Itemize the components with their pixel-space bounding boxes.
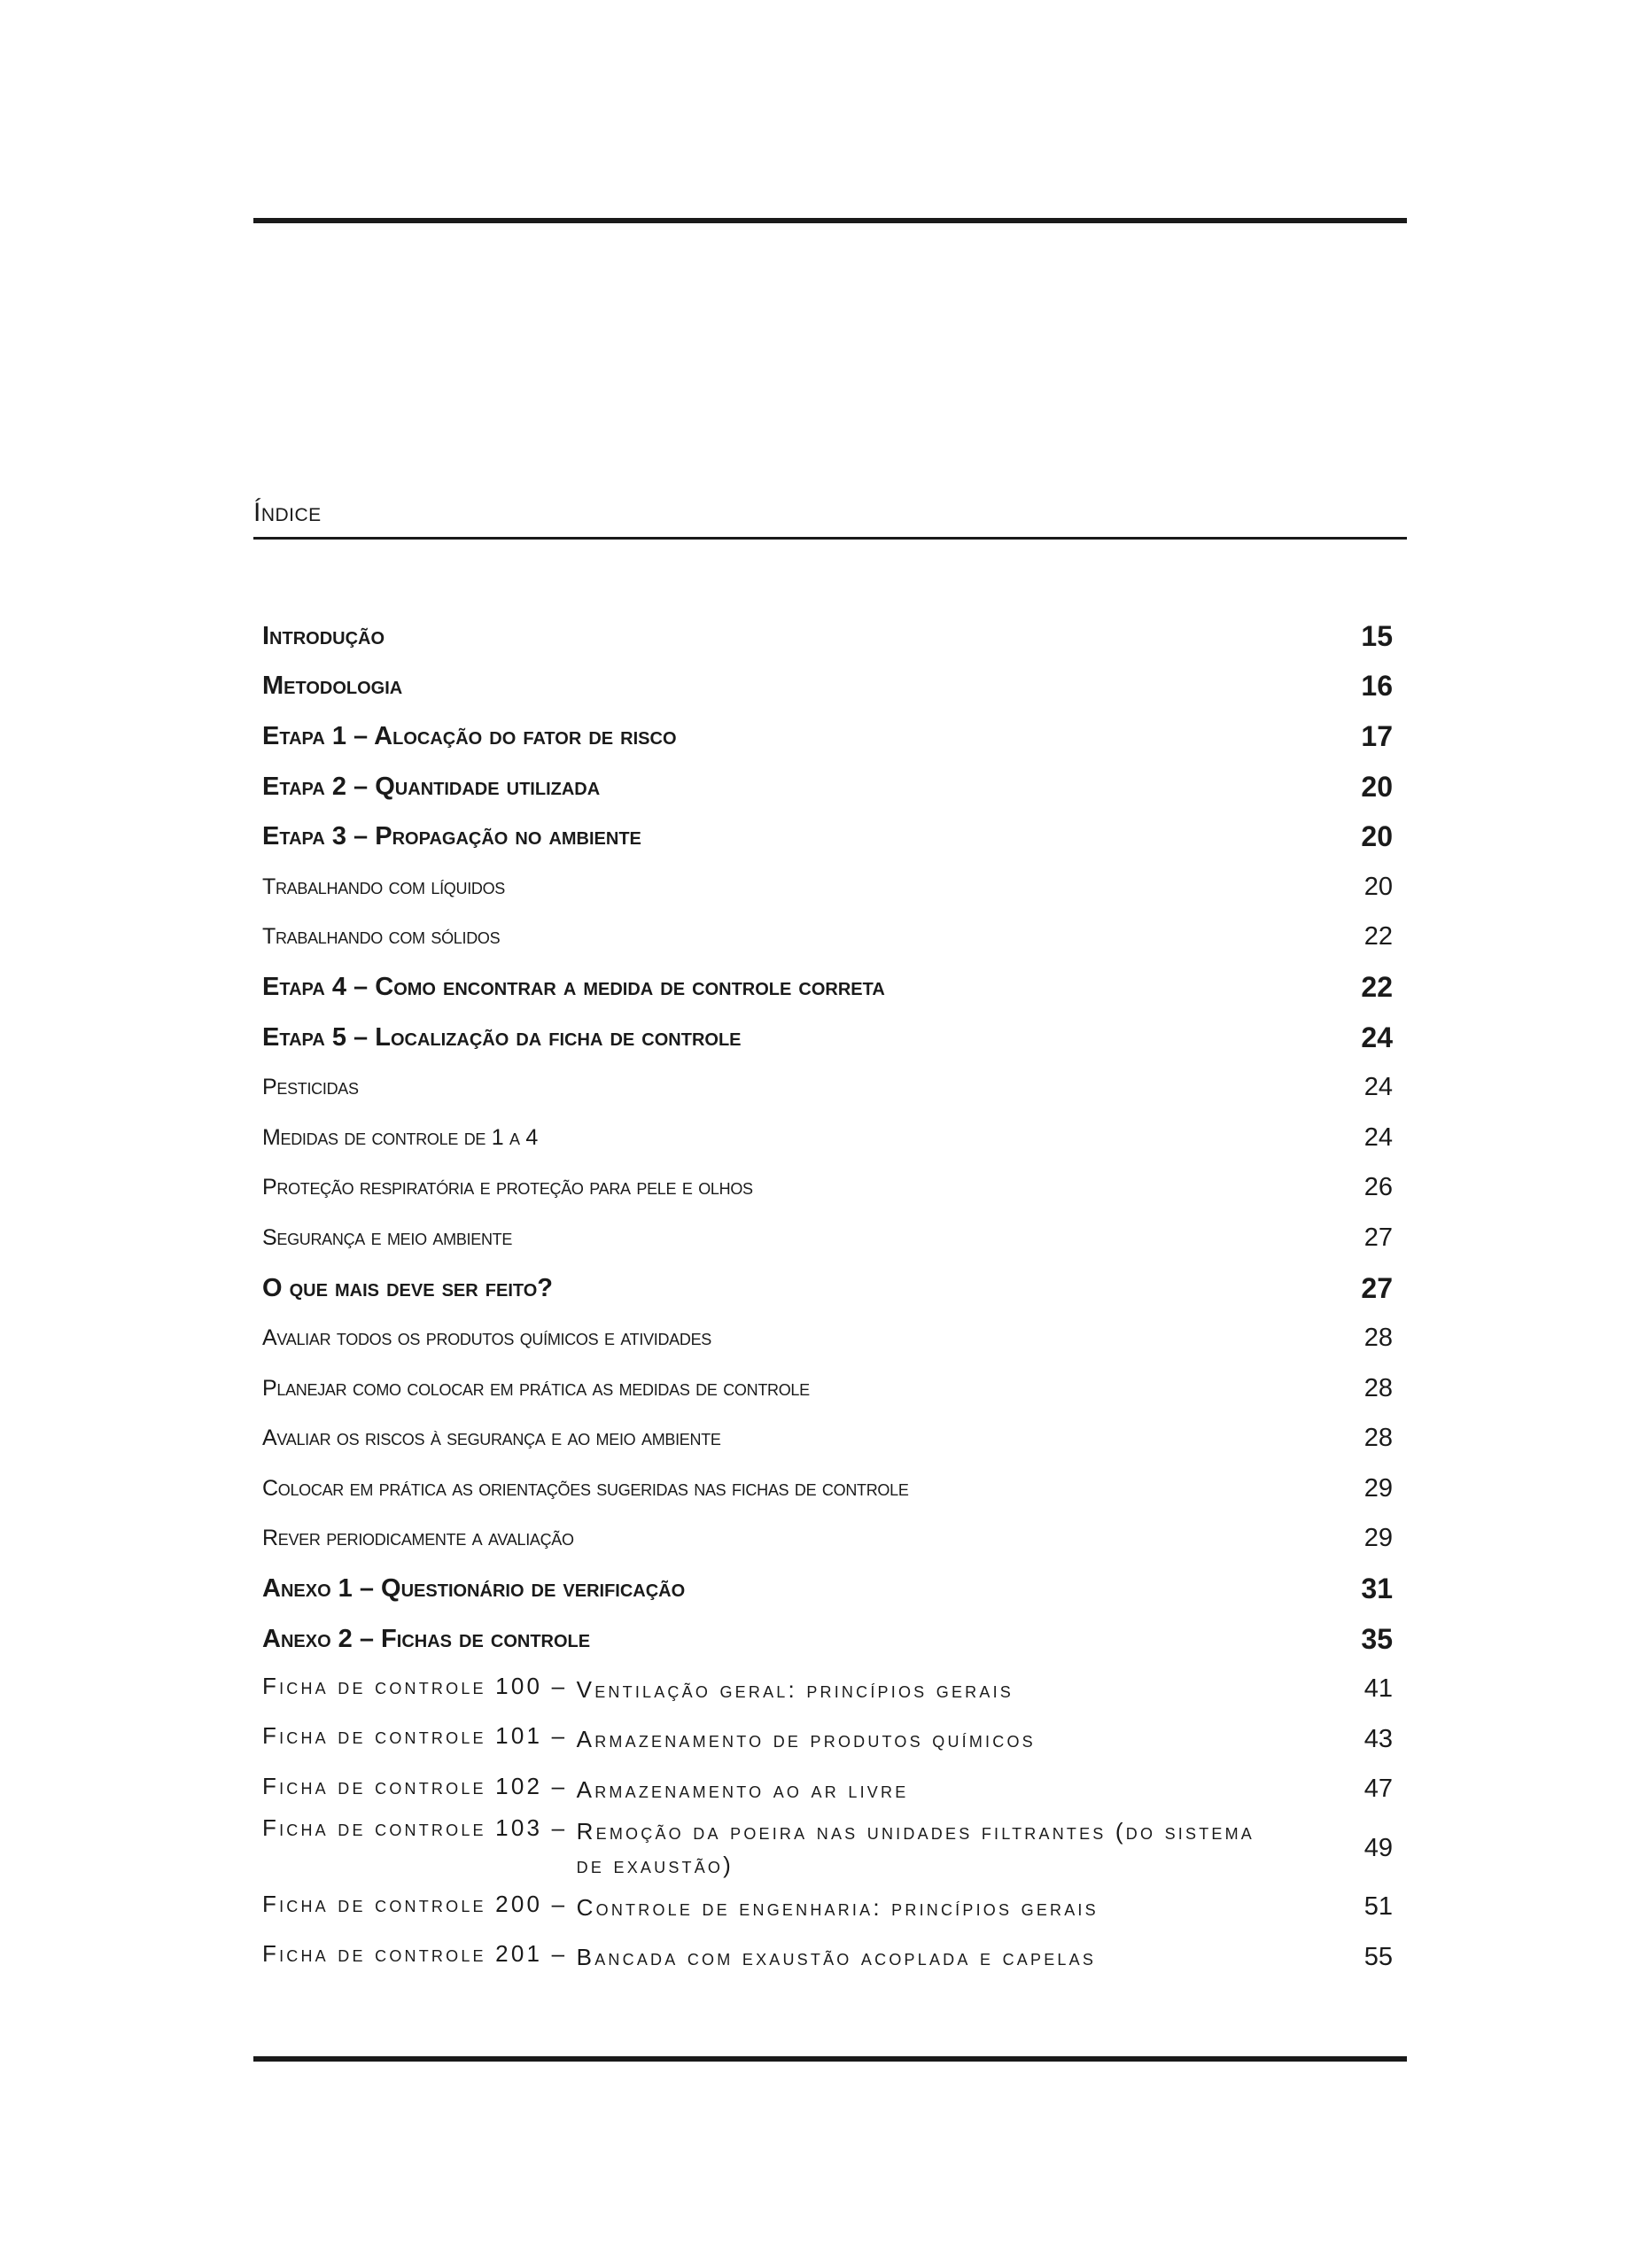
- toc-entry: [262, 762, 1398, 812]
- toc-entry: [262, 662, 1398, 712]
- toc-entry: [262, 1213, 1398, 1263]
- toc-page-number: 29: [1363, 1524, 1393, 1553]
- toc-page-number: 27: [1363, 1223, 1393, 1252]
- toc-entry-label: [262, 1722, 1277, 1756]
- toc-entry: [262, 611, 1398, 662]
- toc-page-number: 24: [1363, 1073, 1393, 1102]
- toc-page-number: 41: [1363, 1674, 1393, 1704]
- toc-page-number: 28: [1363, 1324, 1393, 1353]
- ficha-code: Ficha de controle 200 –: [262, 1890, 577, 1917]
- toc-entry: [262, 1882, 1398, 1932]
- toc-entry: [262, 1113, 1398, 1163]
- toc-page-number: 16: [1361, 670, 1393, 703]
- toc-entry-label: Proteção respiratória e proteção para pele e olhos: [262, 1175, 753, 1200]
- toc-page-number: 49: [1363, 1833, 1393, 1862]
- toc-entry-label: Trabalhando com líquidos: [262, 874, 506, 899]
- toc-page-number: 20: [1361, 770, 1393, 803]
- toc-entry-label: Colocar em prática as orientações sugeridas nas fichas de controle: [262, 1475, 909, 1501]
- ficha-description: Ventilação geral: princípios gerais: [576, 1675, 1014, 1703]
- toc-entry-label: [262, 1673, 1277, 1706]
- top-rule: [253, 218, 1407, 223]
- toc-entry-label: Etapa 2 – Quantidade utilizada: [262, 772, 601, 801]
- toc-entry: [262, 711, 1398, 762]
- toc-entry-label: Avaliar todos os produtos químicos e atividades: [262, 1325, 712, 1351]
- toc-entry-label: Etapa 4 – Como encontrar a medida de controle correta: [262, 972, 885, 1001]
- toc-entry-label: Etapa 1 – Alocação do fator de risco: [262, 721, 677, 750]
- ficha-description: Armazenamento de produtos químicos: [576, 1726, 1036, 1753]
- ficha-code: Ficha de controle 100 –: [262, 1672, 577, 1699]
- toc-page-number: 31: [1361, 1573, 1393, 1605]
- toc-page-number: 22: [1363, 922, 1393, 951]
- toc-entry: [262, 1714, 1398, 1765]
- toc-entry-label: Pesticidas: [262, 1075, 359, 1100]
- toc-page-number: 20: [1363, 872, 1393, 901]
- toc-entry-label: Trabalhando com sólidos: [262, 924, 501, 950]
- toc-entry-label: Medidas de controle de 1 a 4: [262, 1124, 538, 1150]
- toc-page-number: 28: [1363, 1424, 1393, 1453]
- toc-entry-label: [262, 1773, 1277, 1806]
- toc-entry-label: Etapa 5 – Localização da ficha de controle: [262, 1022, 742, 1052]
- toc-page-number: 17: [1361, 719, 1393, 752]
- toc-entry: [262, 1664, 1398, 1714]
- toc-entry-label: Rever periodicamente a avaliação: [262, 1526, 574, 1551]
- toc-entry-label: [262, 1891, 1277, 1924]
- toc-page-number: 43: [1363, 1724, 1393, 1753]
- toc-page-number: 20: [1361, 820, 1393, 853]
- toc-entry: [262, 1932, 1398, 1983]
- toc-page-number: 22: [1361, 970, 1393, 1003]
- toc-entry: [262, 962, 1398, 1013]
- toc-entry-label: [262, 1940, 1277, 1974]
- toc-entry: [262, 1414, 1398, 1464]
- ficha-description: Armazenamento ao ar livre: [576, 1775, 909, 1803]
- toc-entry: [262, 1514, 1398, 1565]
- toc-page-number: 35: [1361, 1622, 1393, 1655]
- toc-entry: [262, 1062, 1398, 1113]
- toc-entry: [262, 1464, 1398, 1514]
- toc-entry-label: Introdução: [262, 621, 385, 650]
- toc-entry-label: Avaliar os riscos à segurança e ao meio ambiente: [262, 1425, 721, 1451]
- ficha-description: Controle de engenharia: princípios gerais: [576, 1893, 1099, 1921]
- toc-page-number: 24: [1363, 1122, 1393, 1152]
- toc-entry: [262, 1263, 1398, 1314]
- title-underline: [253, 537, 1407, 540]
- toc-entry: [262, 1564, 1398, 1614]
- ficha-code: Ficha de controle 102 –: [262, 1772, 577, 1799]
- toc-entry: [262, 1363, 1398, 1414]
- toc-entry-label: Anexo 2 – Fichas de controle: [262, 1624, 591, 1653]
- toc-entry: [262, 1765, 1398, 1815]
- table-of-contents: [262, 611, 1398, 1982]
- toc-entry: [262, 1163, 1398, 1214]
- toc-page-number: 26: [1363, 1173, 1393, 1202]
- toc-entry: [262, 1313, 1398, 1363]
- ficha-code: Ficha de controle 101 –: [262, 1722, 577, 1750]
- toc-entry-label: [262, 1814, 1277, 1882]
- ficha-description: Remoção da poeira nas unidades filtrantes (do sistema de exaustão): [576, 1818, 1255, 1879]
- toc-entry: [262, 913, 1398, 963]
- toc-page-number: 55: [1363, 1942, 1393, 1971]
- toc-entry-label: Metodologia: [262, 672, 403, 701]
- toc-page-number: 47: [1363, 1775, 1393, 1804]
- toc-entry: [262, 1614, 1398, 1665]
- ficha-code: Ficha de controle 201 –: [262, 1940, 577, 1968]
- toc-entry-label: Planejar como colocar em prática as medidas de controle: [262, 1375, 810, 1401]
- bottom-rule: [253, 2056, 1407, 2062]
- toc-entry: [262, 812, 1398, 862]
- toc-entry: [262, 1814, 1398, 1882]
- toc-page-number: 15: [1361, 619, 1393, 652]
- toc-entry: [262, 862, 1398, 913]
- page-title: Índice: [253, 498, 322, 527]
- toc-page-number: 24: [1361, 1021, 1393, 1053]
- toc-entry: [262, 1013, 1398, 1063]
- ficha-description: Bancada com exaustão acoplada e capelas: [576, 1944, 1097, 1971]
- toc-page-number: 27: [1361, 1271, 1393, 1304]
- toc-page-number: 28: [1363, 1373, 1393, 1402]
- toc-entry-label: Segurança e meio ambiente: [262, 1224, 513, 1250]
- toc-entry-label: Etapa 3 – Propagação no ambiente: [262, 822, 641, 851]
- toc-page-number: 29: [1363, 1473, 1393, 1503]
- toc-entry-label: O que mais deve ser feito?: [262, 1273, 554, 1302]
- toc-entry-label: Anexo 1 – Questionário de verificação: [262, 1574, 686, 1604]
- ficha-code: Ficha de controle 103 –: [262, 1814, 577, 1842]
- toc-page-number: 51: [1363, 1892, 1393, 1922]
